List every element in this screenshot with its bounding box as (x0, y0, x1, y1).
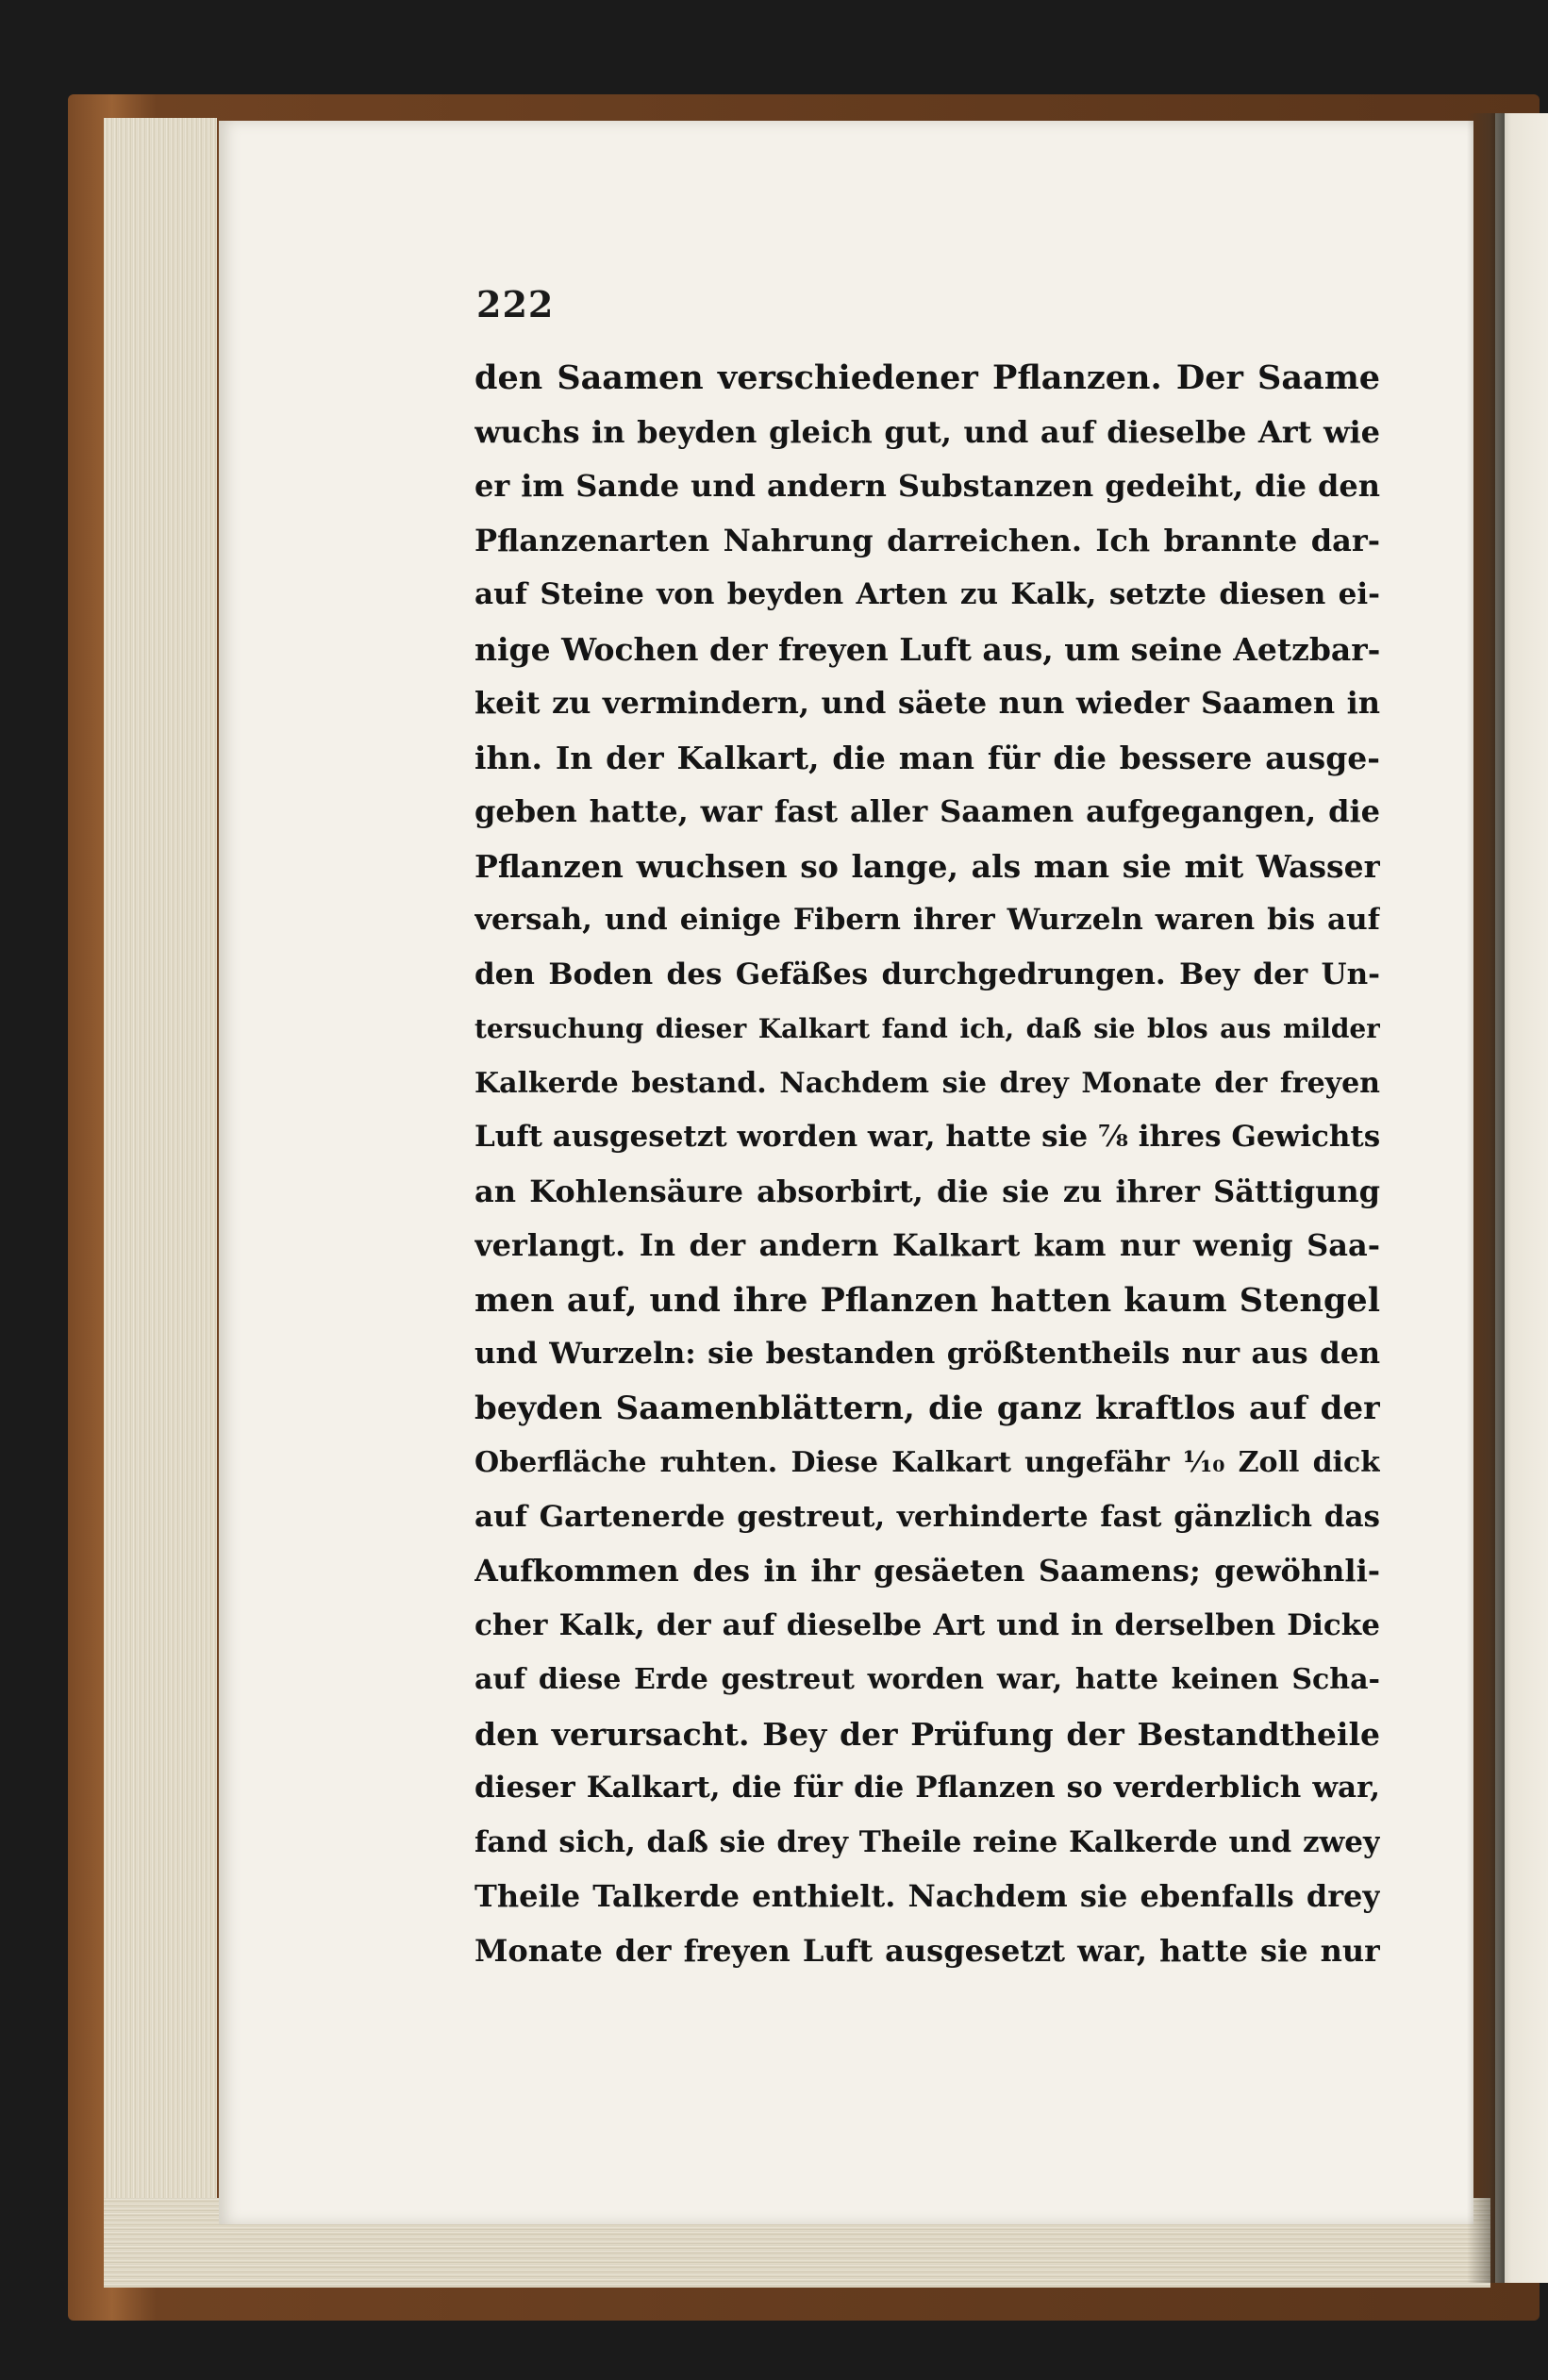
page-body-text (474, 351, 1380, 1978)
text-line: auf Gartenerde gestreut, verhinderte fast gänzlich das (474, 1499, 1380, 1534)
text-line: den Saamen verschiedener Pflanzen. Der Saame (474, 358, 1380, 397)
text-line: Luft ausgesetzt worden war, hatte sie ⅞ ihres Gewichts (474, 1120, 1380, 1154)
text-line: wuchs in beyden gleich gut, und auf dieselbe Art wie (474, 413, 1380, 450)
text-line: dieser Kalkart, die für die Pflanzen so verderblich war, (474, 1771, 1380, 1805)
text-line: cher Kalk, der auf dieselbe Art und in derselben Dicke (474, 1607, 1380, 1642)
text-line: an Kohlensäure absorbirt, die sie zu ihrer Sättigung (474, 1173, 1380, 1209)
text-line: Aufkommen des in ihr gesäeten Saamens; gewöhnli- (474, 1553, 1380, 1589)
text-line: Pflanzenarten Nahrung darreichen. Ich brannte dar- (474, 522, 1380, 558)
text-line: Monate der freyen Luft ausgesetzt war, hatte sie nur (474, 1932, 1380, 1969)
text-line: er im Sande und andern Substanzen gedeiht, die den (474, 468, 1380, 504)
text-line: beyden Saamenblättern, die ganz kraftlos auf der (474, 1389, 1380, 1427)
text-line: auf diese Erde gestreut worden war, hatte keinen Scha- (474, 1663, 1380, 1696)
text-line: ihn. In der Kalkart, die man für die bessere ausge- (474, 739, 1380, 776)
page-number: 222 (476, 283, 555, 325)
page-edges-left (104, 118, 217, 2278)
text-line: auf Steine von beyden Arten zu Kalk, setzte diesen ei- (474, 577, 1380, 611)
text-line: den Boden des Gefäßes durchgedrungen. Bey der Un- (474, 957, 1380, 991)
spine-shadow (1467, 113, 1505, 2283)
text-line: Kalkerde bestand. Nachdem sie drey Monate der freyen (474, 1066, 1380, 1100)
text-line: Oberfläche ruhten. Diese Kalkart ungefähr ¹⁄₁₀ Zoll dick (474, 1446, 1380, 1479)
text-line: versah, und einige Fibern ihrer Wurzeln waren bis auf (474, 903, 1380, 937)
text-line: den verursacht. Bey der Prüfung der Bestandtheile (474, 1715, 1380, 1753)
text-line: Pflanzen wuchsen so lange, als man sie mit Wasser (474, 847, 1380, 885)
text-line: geben hatte, war fast aller Saamen aufgegangen, die (474, 793, 1380, 829)
text-line: nige Wochen der freyen Luft aus, um seine Aetzbar- (474, 630, 1380, 668)
text-line: Theile Talkerde enthielt. Nachdem sie ebenfalls drey (474, 1878, 1380, 1914)
text-line: fand sich, daß sie drey Theile reine Kalkerde und zwey (474, 1824, 1380, 1859)
text-line: und Wurzeln: sie bestanden größtentheils nur aus den (474, 1337, 1380, 1371)
text-line: men auf, und ihre Pflanzen hatten kaum Stengel (474, 1280, 1380, 1320)
text-line: verlangt. In der andern Kalkart kam nur wenig Saa- (474, 1227, 1380, 1263)
text-line: keit zu vermindern, und säete nun wieder Saamen in (474, 685, 1380, 721)
text-line: tersuchung dieser Kalkart fand ich, daß sie blos aus milder (474, 1013, 1380, 1044)
